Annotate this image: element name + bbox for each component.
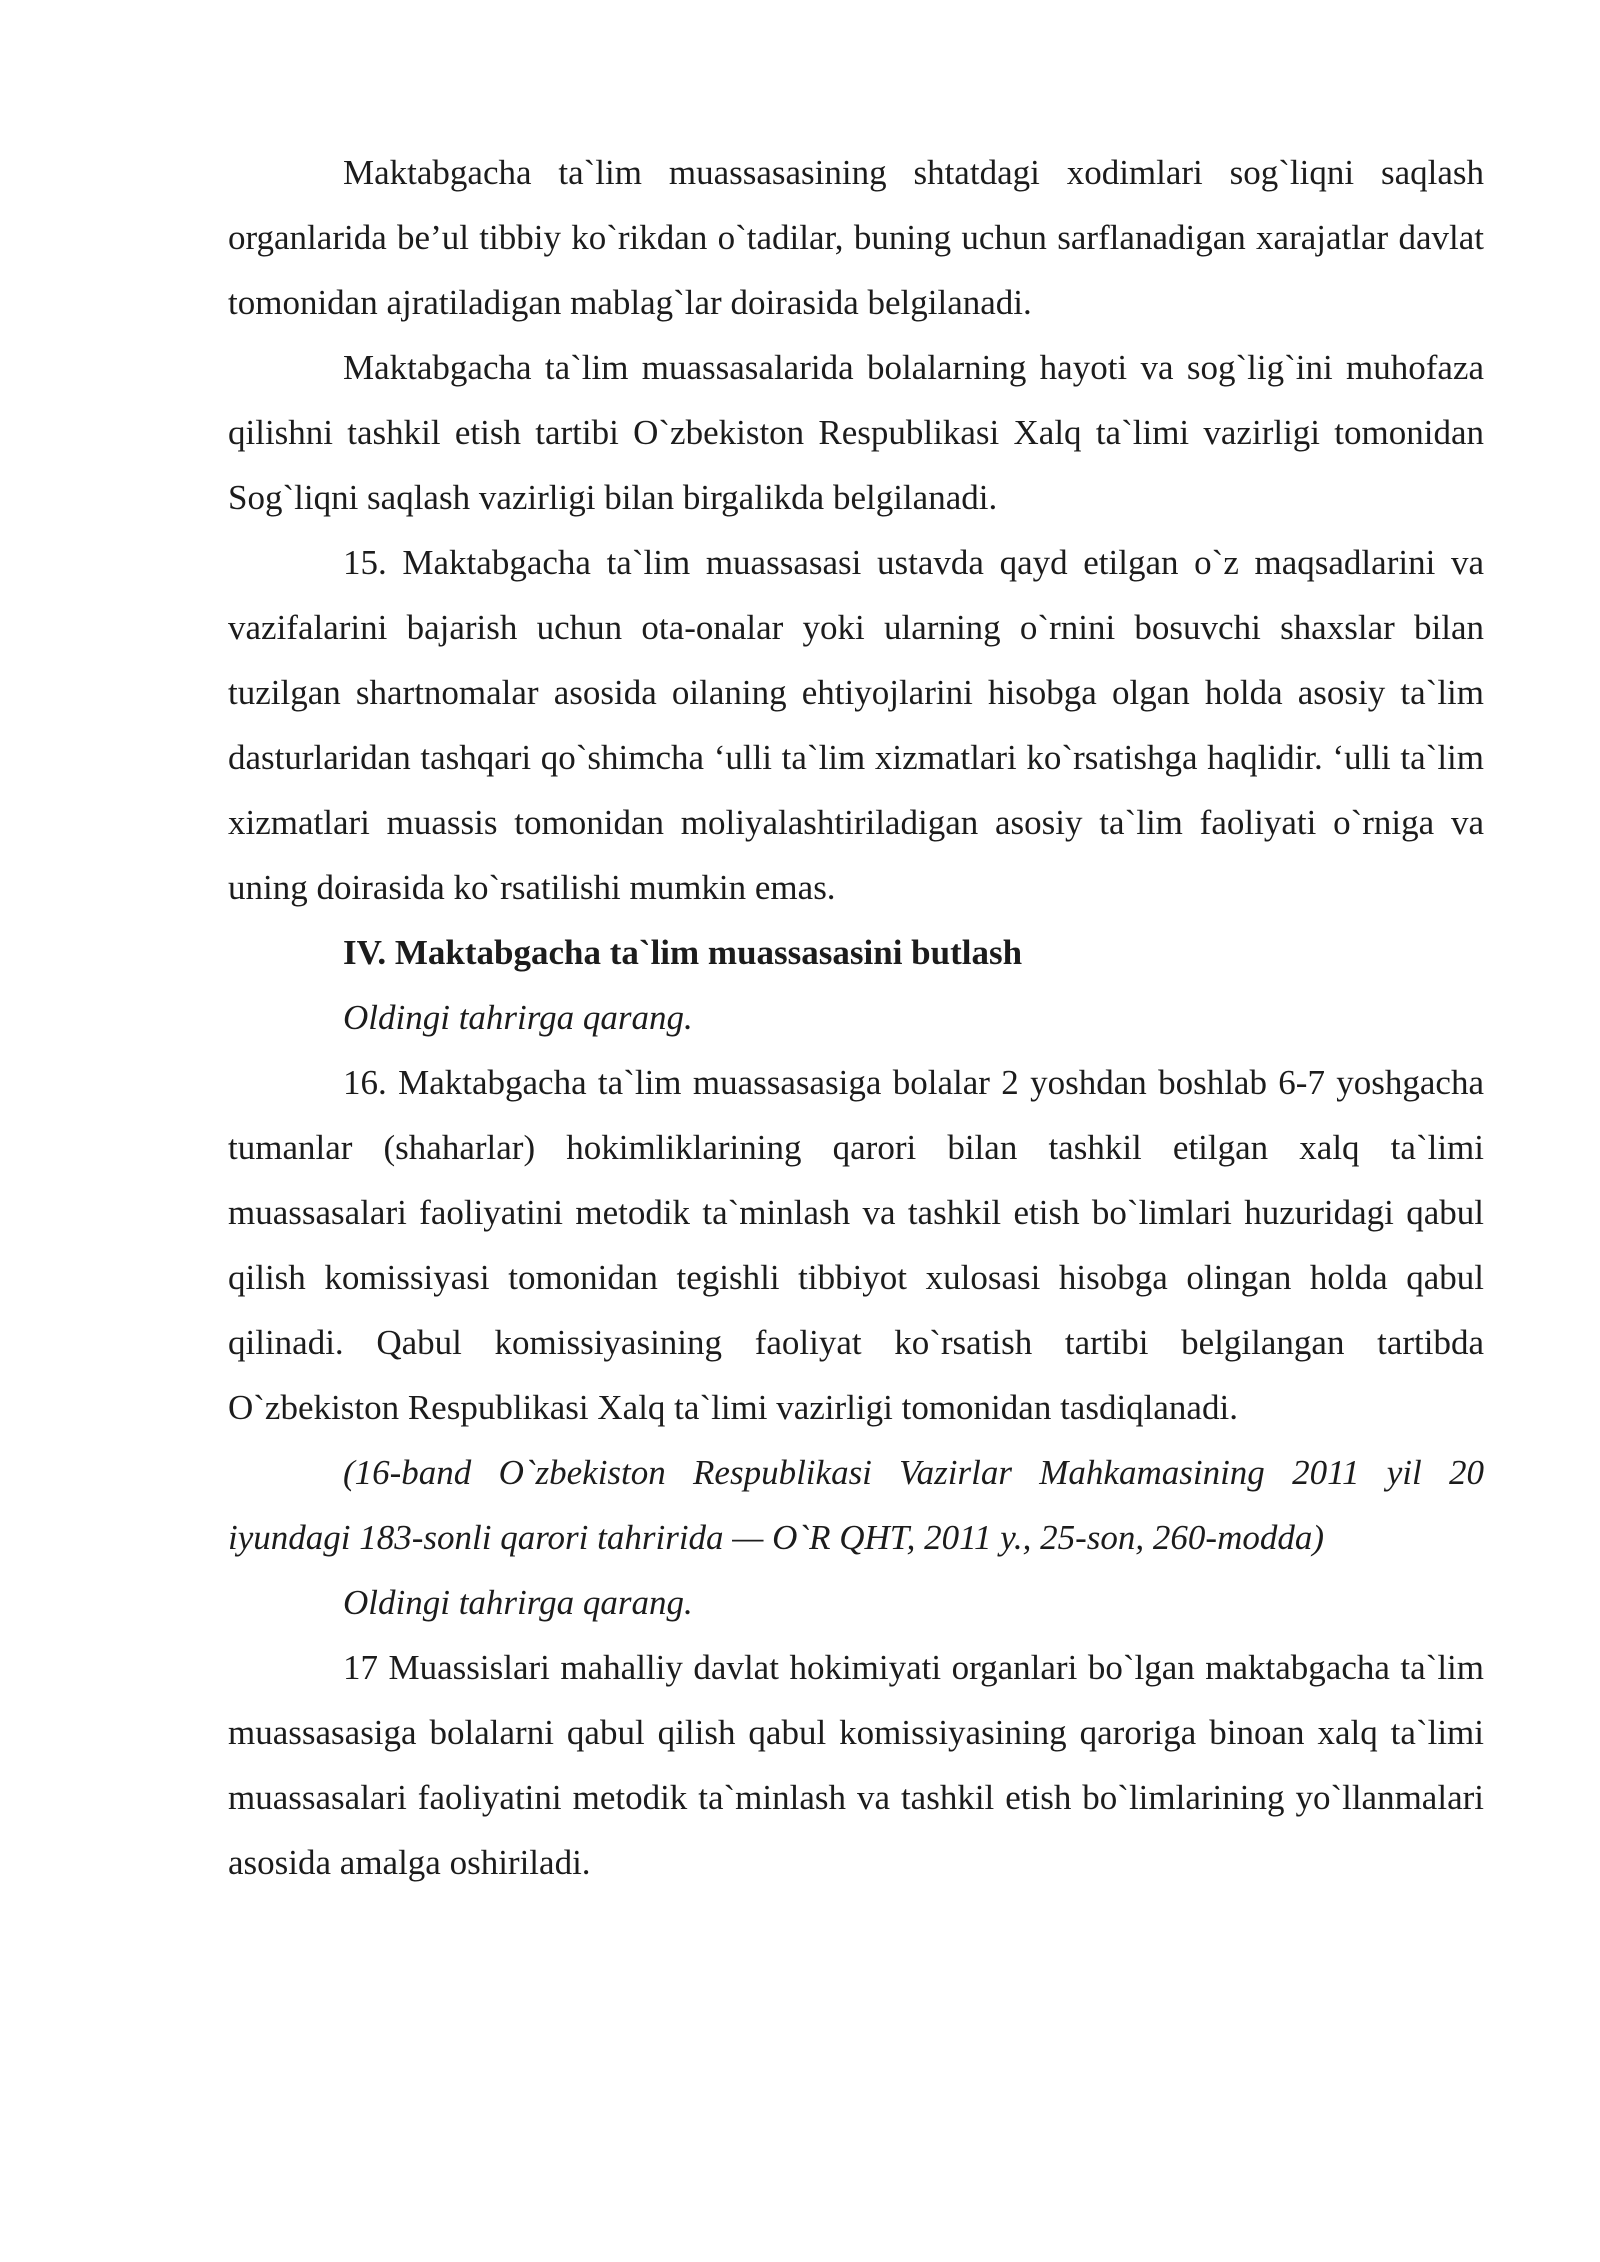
paragraph-15-paid-services: 15. Maktabgacha ta`lim muassasasi ustavda qayd etilgan o`z maqsadlarini va vazifalarini bajarish uchun ota-onalar yoki ularning o`rnini bosuvchi shaxslar bilan tuzilgan shartnomalar asosida oilaning ehtiyojlarini hisobga olgan holda asosiy ta`lim dasturlaridan tashqari qo`shimcha ‘ulli ta`lim xizmatlari ko`rsatishga haqlidir. ‘ulli ta`lim xizmatlari muassis tomonidan moliyalashtiriladigan asosiy ta`lim faoliyati o`rniga va uning doirasida ko`rsatilishi mumkin emas. — [228, 543, 1484, 907]
section-heading-iv: IV. Maktabgacha ta`lim muassasasini butlash — [343, 933, 1023, 972]
document-page — [228, 140, 1484, 1895]
paragraph-child-health-protection: Maktabgacha ta`lim muassasalarida bolalarning hayoti va sog`lig`ini muhofaza qilishni tashkil etish tartibi O`zbekiston Respublikasi Xalq ta`limi vazirligi tomonidan Sog`liqni saqlash vazirligi bilan birgalikda belgilanadi. — [228, 348, 1484, 517]
paragraph-16-admission: 16. Maktabgacha ta`lim muassasasiga bolalar 2 yoshdan boshlab 6-7 yoshgacha tumanlar (shaharlar) hokimliklarining qarori bilan tashkil etilgan xalq ta`limi muassasalari faoliyatini metodik ta`minlash va tashkil etish bo`limlari huzuridagi qabul qilish komissiyasi tomonidan tegishli tibbiyot xulosasi hisobga olingan holda qabul qilinadi. Qabul komissiyasining faoliyat ko`rsatish tartibi belgilangan tartibda O`zbekiston Respublikasi Xalq ta`limi vazirligi tomonidan tasdiqlanadi. — [228, 1063, 1484, 1427]
amendment-note-16: (16-band O`zbekiston Respublikasi Vazirlar Mahkamasining 2011 yil 20 iyundagi 183-sonli qarori tahririda — O`R QHT, 2011 y., 25-son, 260-modda) — [228, 1453, 1484, 1557]
previous-edition-link[interactable]: Oldingi tahrirga qarang. — [343, 1583, 693, 1622]
paragraph-staff-medical-checkup: Maktabgacha ta`lim muassasasining shtatdagi xodimlari sog`liqni saqlash organlarida be’ul tibbiy ko`rikdan o`tadilar, buning uchun sarflanadigan xarajatlar davlat tomonidan ajratiladigan mablag`lar doirasida belgilanadi. — [228, 153, 1484, 322]
previous-edition-link[interactable]: Oldingi tahrirga qarang. — [343, 998, 693, 1037]
paragraph-17-referrals: 17 Muassislari mahalliy davlat hokimiyati organlari bo`lgan maktabgacha ta`lim muassasasiga bolalarni qabul qilish qabul komissiyasining qaroriga binoan xalq ta`limi muassasalari faoliyatini metodik ta`minlash va tashkil etish bo`limlarining yo`llanmalari asosida amalga oshiriladi. — [228, 1648, 1484, 1882]
